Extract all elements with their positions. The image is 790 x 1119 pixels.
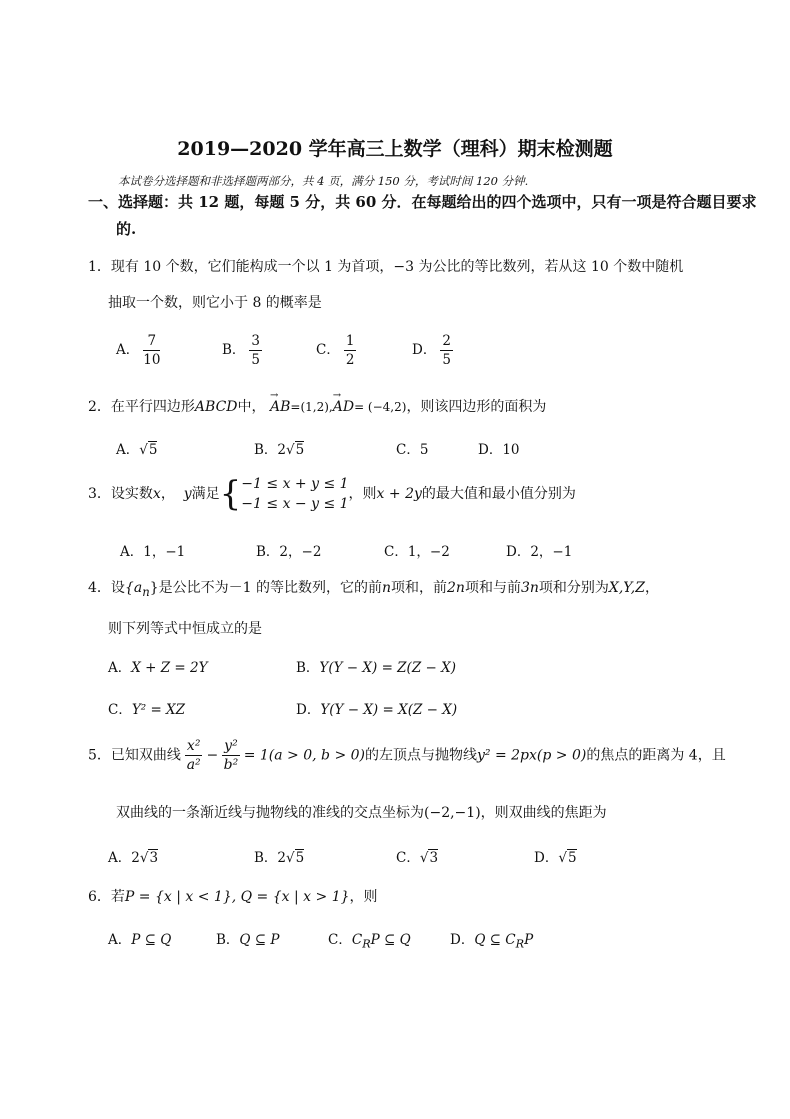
q2-option-d: D．10 xyxy=(478,442,520,458)
q5-option-a: A．2√3 xyxy=(108,850,159,866)
q1-option-a: A． $\frac{7}{10}$ xyxy=(116,333,161,368)
q4-line2: 则下列等式中恒成立的是 xyxy=(108,621,262,637)
q5-option-b: B．2√5 xyxy=(254,850,305,866)
q1-line2: 抽取一个数，则它小于 8 的概率是 xyxy=(108,295,322,311)
q6-option-d: D．Q ⊆ $C_RP$ xyxy=(450,932,534,951)
q5-option-c: C．√3 xyxy=(396,850,439,866)
q3-option-a: A．1，−1 xyxy=(120,544,186,560)
q1-option-b: B． $\frac{3}{5}$ xyxy=(222,333,261,368)
q3-stem: 3．设实数x， y满足{−1 ≤ x + y ≤ 1 −1 ≤ x − y ≤ 1，则x + 2y的最大值和最小值分别为 xyxy=(88,474,576,514)
q5-line2: 双曲线的一条渐近线与抛物线的准线的交点坐标为(−2,−1)，则双曲线的焦距为 xyxy=(116,805,607,821)
q4-option-d: D．Y(Y − X) = X(Z − X) xyxy=(296,702,458,718)
q6-stem: 6．若P = {x | x < 1}, Q = {x | x > 1}，则 xyxy=(88,889,378,905)
q1-option-c: C． $\frac{1}{2}$ xyxy=(316,333,355,368)
q3-option-c: C．1，−2 xyxy=(384,544,450,560)
section-heading-line2: 的. xyxy=(116,220,137,238)
q4-option-b: B．Y(Y − X) = Z(Z − X) xyxy=(296,660,456,676)
q3-option-d: D．2，−1 xyxy=(506,544,573,560)
q2-stem: 2．在平行四边形ABCD中， AB → =(1,2),AD → = (−4,2)，则该四边形的面积为 xyxy=(88,390,547,415)
q6-option-b: B．Q ⊆ P xyxy=(216,932,280,948)
section-heading-line1: 一、选择题：共 12 题，每题 5 分，共 60 分．在每题给出的四个选项中，只有一项是符合题目要求 xyxy=(88,193,757,211)
q1-line1: 1．现有 10 个数，它们能构成一个以 1 为首项，−3 为公比的等比数列，若从这 10 个数中随机 xyxy=(88,259,684,275)
q4-option-a: A．X + Z = 2Y xyxy=(108,660,208,676)
q6-option-c: C．$C_RP$ ⊆ Q xyxy=(328,932,411,951)
q5-option-d: D．√5 xyxy=(534,850,577,866)
q1-option-d: D． $\frac{2}{5}$ xyxy=(412,333,451,368)
q2-option-b: B．2√5 xyxy=(254,442,305,458)
q4-stem: 4．设$\{a_n\}$是公比不为－1 的等比数列，它的前n项和，前2n项和与前3n项和分别为X,Y,Z， xyxy=(88,580,659,599)
q3-option-b: B．2，−2 xyxy=(256,544,322,560)
q6-option-a: A．P ⊆ Q xyxy=(108,932,172,948)
q2-option-c: C．5 xyxy=(396,442,429,458)
q2-option-a: A．√5 xyxy=(116,442,158,458)
page-title: 2019—2020 学年高三上数学（理科）期末检测题 xyxy=(177,138,613,160)
exam-note: 本试卷分选择题和非选择题两部分，共 4 页，满分 150 分，考试时间 120 分钟. xyxy=(118,174,529,188)
q4-option-c: C．Y² = XZ xyxy=(108,702,186,718)
q5-stem: 5．已知双曲线 $\frac{\text{x²}}{\text{a²}}$ − $\frac{\text{y²}}{\text{b²}}$ = 1(a > 0, b > 0)的左顶点与抛物线y² = 2px(p > 0)的焦点的距离为 4，且 xyxy=(88,738,726,773)
